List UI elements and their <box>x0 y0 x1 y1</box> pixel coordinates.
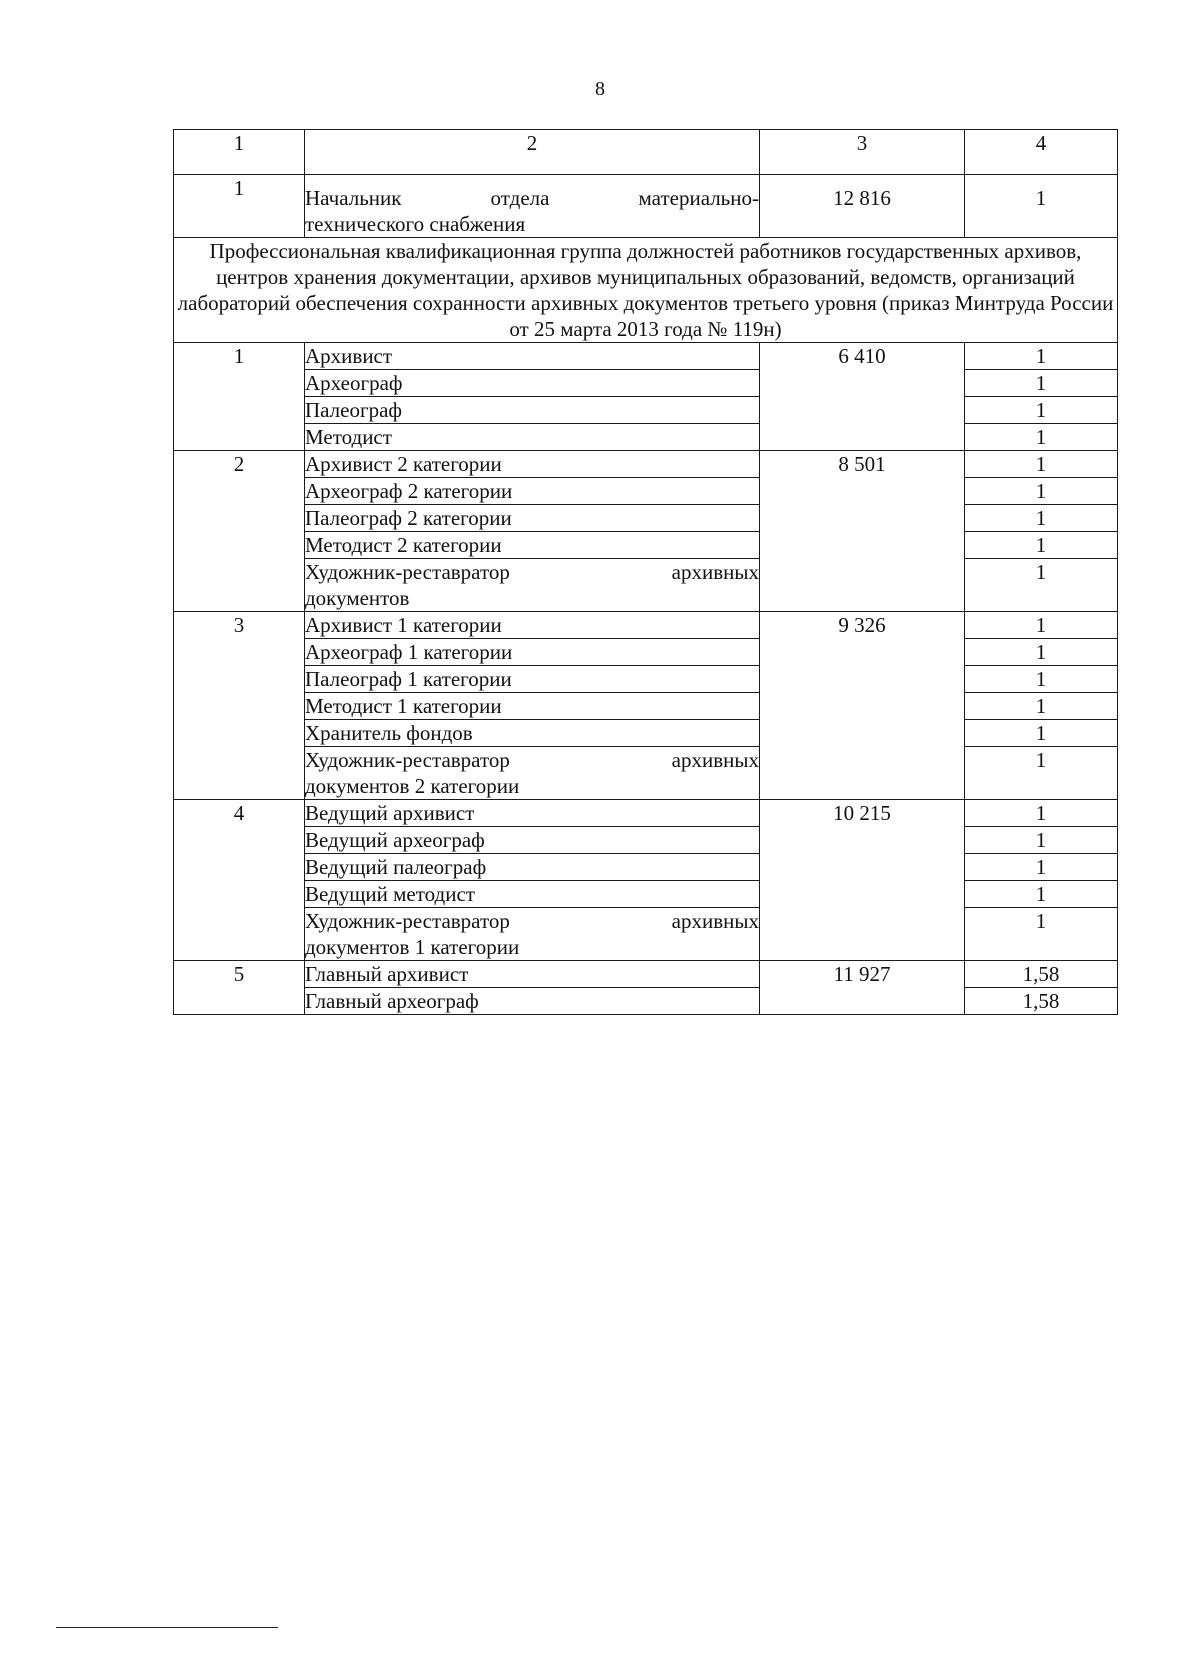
salary-value: 10 215 <box>760 800 965 961</box>
level-number: 3 <box>174 612 305 800</box>
coefficient-value: 1 <box>965 720 1118 747</box>
header-cell: 1 <box>174 130 305 175</box>
coefficient-value: 1 <box>965 881 1118 908</box>
coefficient-value: 1,58 <box>965 988 1118 1015</box>
table-row <box>174 827 1118 854</box>
table-row <box>174 800 1118 827</box>
header-cell: 3 <box>760 130 965 175</box>
table-row <box>174 908 1118 961</box>
footnote-separator <box>56 1627 278 1628</box>
group-title: Профессиональная квалификационная группа должностей работников государственных архивов, центров хранения документации, архивов муниципальных образований, ведомств, организаций лабораторий обеспечения сохранности архивных документов третьего уровня (приказ Минтруда России от 25 марта 2013 года № 119н) <box>174 238 1118 343</box>
coefficient-value: 1 <box>965 693 1118 720</box>
salary-value: 8 501 <box>760 451 965 612</box>
coefficient-value: 1 <box>965 612 1118 639</box>
table-row <box>174 854 1118 881</box>
position-name-line: Начальник отдела материально- <box>305 186 759 210</box>
position-name: Хранитель фондов <box>305 720 760 747</box>
level-number: 1 <box>174 343 305 451</box>
position-name: Археограф <box>305 370 760 397</box>
table-row <box>174 639 1118 666</box>
position-name-line: Художник-реставратор архивных <box>305 909 759 933</box>
header-row <box>174 130 1118 175</box>
coefficient-value: 1 <box>965 532 1118 559</box>
position-name: Ведущий архивист <box>305 800 760 827</box>
position-name-line: Художник-реставратор архивных <box>305 748 759 772</box>
coefficient-value: 1 <box>965 908 1118 961</box>
coefficient-value: 1 <box>965 559 1118 612</box>
table-row <box>174 720 1118 747</box>
position-name <box>305 747 760 800</box>
coefficient-value: 1 <box>965 175 1118 238</box>
position-name: Ведущий методист <box>305 881 760 908</box>
coefficient-value: 1 <box>965 343 1118 370</box>
position-name-line: документов <box>305 586 410 610</box>
level-number: 4 <box>174 800 305 961</box>
table-row <box>174 343 1118 370</box>
coefficient-value: 1 <box>965 424 1118 451</box>
salary-value: 6 410 <box>760 343 965 451</box>
coefficient-value: 1 <box>965 397 1118 424</box>
position-name: Архивист 2 категории <box>305 451 760 478</box>
position-name: Палеограф <box>305 397 760 424</box>
table-row <box>174 612 1118 639</box>
position-name <box>305 175 760 238</box>
salary-value: 11 927 <box>760 961 965 1015</box>
table-row <box>174 961 1118 988</box>
salary-value: 9 326 <box>760 612 965 800</box>
table-row <box>174 424 1118 451</box>
position-name: Палеограф 1 категории <box>305 666 760 693</box>
coefficient-value: 1 <box>965 666 1118 693</box>
position-name: Главный архивист <box>305 961 760 988</box>
level-number: 1 <box>174 175 305 238</box>
table-row <box>174 397 1118 424</box>
page-number: 8 <box>595 78 605 100</box>
table-row <box>174 666 1118 693</box>
position-name: Архивист 1 категории <box>305 612 760 639</box>
level-number: 2 <box>174 451 305 612</box>
position-name: Палеограф 2 категории <box>305 505 760 532</box>
table-row <box>174 175 1118 238</box>
coefficient-value: 1 <box>965 639 1118 666</box>
header-cell: 2 <box>305 130 760 175</box>
table-row <box>174 505 1118 532</box>
coefficient-value: 1 <box>965 370 1118 397</box>
table-row <box>174 532 1118 559</box>
position-name: Методист <box>305 424 760 451</box>
position-name: Ведущий археограф <box>305 827 760 854</box>
position-name <box>305 559 760 612</box>
position-name: Методист 2 категории <box>305 532 760 559</box>
position-name: Методист 1 категории <box>305 693 760 720</box>
salary-value: 12 816 <box>760 175 965 238</box>
position-name-line: документов 1 категории <box>305 935 520 959</box>
position-name: Ведущий палеограф <box>305 854 760 881</box>
position-name: Археограф 1 категории <box>305 639 760 666</box>
staff-table <box>173 129 1118 1015</box>
table-row <box>174 988 1118 1015</box>
table-row <box>174 478 1118 505</box>
header-cell: 4 <box>965 130 1118 175</box>
position-name: Археограф 2 категории <box>305 478 760 505</box>
position-name-line: Художник-реставратор архивных <box>305 560 759 584</box>
group-row <box>174 238 1118 343</box>
coefficient-value: 1 <box>965 800 1118 827</box>
level-number: 5 <box>174 961 305 1015</box>
position-name-line: технического снабжения <box>305 212 526 236</box>
table-row <box>174 559 1118 612</box>
coefficient-value: 1 <box>965 505 1118 532</box>
position-name <box>305 908 760 961</box>
coefficient-value: 1 <box>965 451 1118 478</box>
coefficient-value: 1 <box>965 747 1118 800</box>
table-row <box>174 370 1118 397</box>
coefficient-value: 1,58 <box>965 961 1118 988</box>
table-row <box>174 881 1118 908</box>
table-row <box>174 747 1118 800</box>
position-name: Архивист <box>305 343 760 370</box>
coefficient-value: 1 <box>965 827 1118 854</box>
coefficient-value: 1 <box>965 478 1118 505</box>
table-row <box>174 693 1118 720</box>
table-row <box>174 451 1118 478</box>
position-name: Главный археограф <box>305 988 760 1015</box>
coefficient-value: 1 <box>965 854 1118 881</box>
position-name-line: документов 2 категории <box>305 774 520 798</box>
